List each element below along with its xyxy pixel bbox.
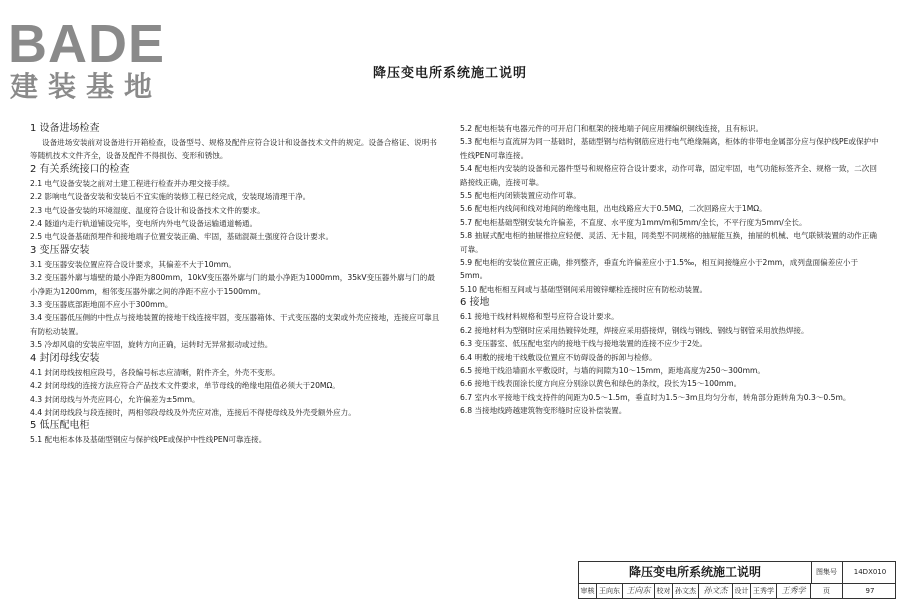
spec-item: 6.7 室内水平接地干线支持件的间距为0.5～1.5m，垂直时为1.5～3m且均匀分布，转角部分距转角为0.3～0.5m。 [460, 392, 851, 402]
spec-item: 5.6 配电柜内线间和线对地间的绝缘电阻，出电线路应大于0.5MΩ，二次回路应大于1MΩ。 [460, 204, 767, 214]
spec-item: 6.6 接地干线表面涂长度方向应分别涂以黄色和绿色的条纹，段长为15～100mm。 [460, 379, 742, 389]
logo-wordmark: BADE [8, 14, 166, 74]
design-label: 设计 [733, 583, 751, 599]
spec-item: 3.2 变压器外廓与墙壁的最小净距为800mm，10kV变压器外廓与门的最小净距为1000mm，35kV变压器外廓与门的最小净距为1200mm，相邻变压器外廓之间的净距不应小于1500mm。 [30, 273, 435, 296]
spec-item: 5.5 配电柜内闭锁装置应动作可靠。 [460, 191, 581, 201]
logo-subtitle: 建装基地 [10, 70, 163, 103]
spec-item: 4.2 封闭母线的连接方法应符合产品技术文件要求，单节母线的绝缘电阻值必须大于20MΩ。 [30, 381, 340, 391]
spec-item: 5.1 配电柜本体及基础型钢应与保护线PE或保护中性线PEN可靠连接。 [30, 435, 267, 445]
spec-item: 2.3 电气设备安装的环境湿度、温度符合设计和设备技术文件的要求。 [30, 205, 265, 215]
spec-item: 6.5 接地干线沿墙面水平敷设时，与墙的间隙为10～15mm，距地高度为250～300mm。 [460, 365, 766, 375]
section-heading: 3 变压器安装 [30, 244, 90, 256]
page-label: 页 [811, 583, 843, 599]
spec-item: 设备进场安装前对设备进行开箱检查，设备型号、规格及配件应符合设计和设备技术文件的规定。设备合格证、说明书等随机技术文件齐全，设备及配件不得损伤、变形和锈蚀。 [30, 138, 437, 161]
section-heading: 2 有关系统接口的检查 [30, 163, 130, 175]
spec-item: 3.5 冷却风扇的安装应牢固，旋转方向正确，运转时无异常振动或过热。 [30, 340, 273, 350]
spec-item: 6.2 接地材料为型钢时应采用热镀锌处理，焊接应采用搭接焊，钢线与钢线、钢线与钢管采用放热焊接。 [460, 325, 809, 335]
spec-item: 5.10 配电柜相互间或与基础型钢间采用镀锌螺栓连接时应有防松动装置。 [460, 284, 708, 294]
left-column [30, 122, 442, 447]
page-number: 97 [865, 587, 875, 595]
title-block-title: 降压变电所系统施工说明 [579, 562, 812, 583]
spec-item: 6.3 变压器室、低压配电室内的接地干线与接地装置的连接不应少于2处。 [460, 339, 708, 349]
checker-signature: 孙文杰 [699, 583, 733, 599]
section-heading: 4 封闭母线安装 [30, 352, 100, 364]
spec-item: 3.3 变压器底部距地面不应小于300mm。 [30, 300, 173, 310]
spec-item: 5.7 配电柜基础型钢安装允许偏差，不直度、水平度为1mm/m和5mm/全长，不平行度为5mm/全长。 [460, 217, 807, 227]
designer-name: 王秀学 [751, 583, 777, 599]
spec-item: 4.3 封闭母线与外壳应同心，允许偏差为±5mm。 [30, 394, 200, 404]
document-title: 降压变电所系统施工说明 [372, 66, 527, 81]
designer-signature: 王秀学 [777, 583, 811, 599]
spec-item: 5.3 配电柜与直流屏为同一基础时，基础型钢与结构钢筋应进行电气绝缘隔离，柜体的非带电金属部分应与保护线PE或保护中性线PEN可靠连接。 [460, 137, 879, 160]
atlas-number-label: 图集号 [811, 562, 843, 583]
reviewer-signature: 王向东 [623, 583, 655, 599]
spec-item: 3.1 变压器安装位置应符合设计要求，其偏差不大于10mm。 [30, 259, 237, 269]
spec-item: 6.4 明敷的接地干线敷设位置应不妨碍设备的拆卸与检修。 [460, 352, 657, 362]
spec-item: 2.5 电气设备基础预埋件和接地端子位置安装正确、牢固，基础混凝土强度符合设计要求。 [30, 232, 334, 242]
spec-item: 5.4 配电柜内安装的设备和元器件型号和规格应符合设计要求，动作可靠，固定牢固，电气功能标签齐全、规格一致，二次回路接线正确，连接可靠。 [460, 164, 877, 187]
spec-item: 5.8 抽屉式配电柜的抽屉推拉应轻便、灵活、无卡阻，同类型不同规格的抽屉能互换，抽屉的机械、电气联锁装置的动作正确可靠。 [460, 231, 877, 254]
check-label: 校对 [655, 583, 673, 599]
spec-item: 5.2 配电柜装有电器元件的可开启门和框架的接地端子间应用裸编织铜线连接，且有标识。 [460, 124, 764, 133]
title-block [578, 561, 896, 599]
spec-item: 2.4 隧道内走行轨道铺设完毕，变电所内外电气设备运输通道畅通。 [30, 219, 258, 229]
spec-item: 6.8 当接地线跨越建筑物变形缝时应设补偿装置。 [460, 406, 627, 416]
spec-item: 4.4 封闭母线段与段连接时，两相邻段母线及外壳应对准，连接后不得使母线及外壳受额外应力。 [30, 407, 356, 417]
section-heading: 6 接地 [460, 297, 490, 309]
spec-item: 2.2 影响电气设备安装和安装后不宜实施的装修工程已经完成，安装现场清理干净。 [30, 192, 311, 202]
spec-item: 3.4 变压器低压侧的中性点与接地装置的接地干线连接牢固，变压器箱体、干式变压器的支架或外壳应接地，连接应可靠且有防松动装置。 [30, 313, 440, 336]
spec-item: 5.9 配电柜的安装位置应正确，排列整齐，垂直允许偏差应小于1.5‰，相互间接缝应小于2mm，成列盘面偏差应小于5mm。 [460, 258, 859, 281]
atlas-number: 14DX010 [853, 568, 887, 576]
spec-item: 4.1 封闭母线按相应段号，各段编号标志应清晰，附件齐全，外壳不变形。 [30, 367, 280, 377]
review-label: 审核 [579, 583, 597, 599]
checker-name: 孙文杰 [673, 583, 699, 599]
section-heading: 5 低压配电柜 [30, 420, 90, 432]
section-heading: 1 设备进场检查 [30, 123, 100, 134]
spec-item: 6.1 接地干线材料规格和型号应符合设计要求。 [460, 312, 619, 322]
right-column [460, 122, 880, 418]
spec-item: 2.1 电气设备安装之前对土建工程进行检查并办理交接手续。 [30, 178, 235, 188]
reviewer-name: 王向东 [597, 583, 623, 599]
brand-logo [8, 14, 188, 104]
